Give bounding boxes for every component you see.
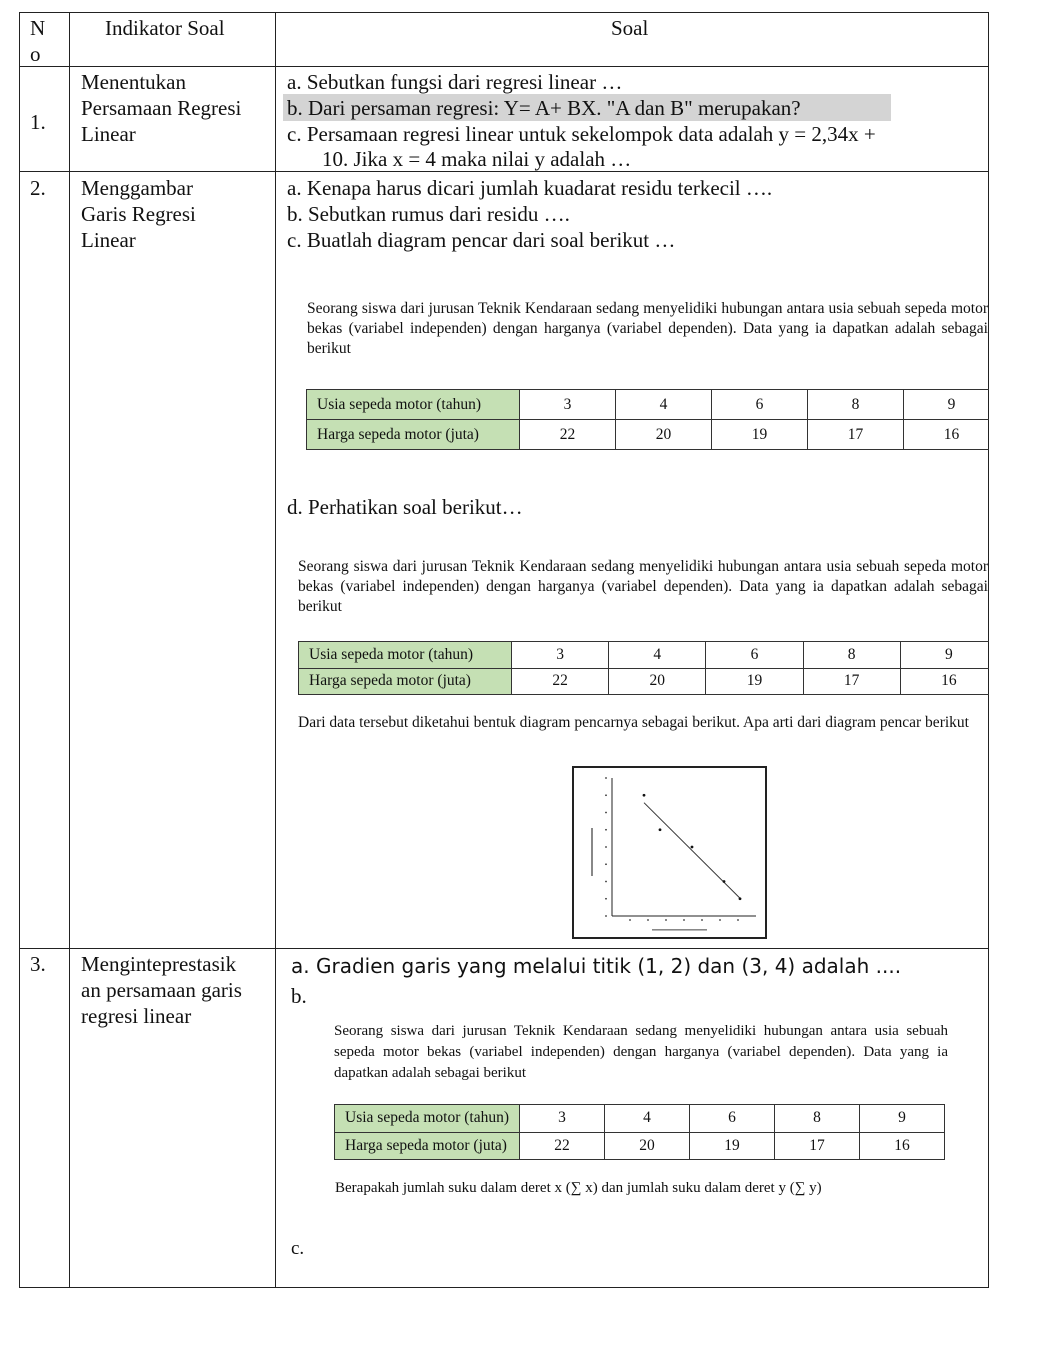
table-cell: 8 [808,390,904,420]
x-tick-mark [683,919,685,921]
y-axis-label-mark [591,828,593,876]
table-cell: 3 [520,390,616,420]
row3-passage: Seorang siswa dari jurusan Teknik Kendaraan sedang menyelidiki hubungan antara usia sebuah sepeda motor bekas (variabel independen) dengan harganya (variabel dependen). Data yang ia dapatkan adalah sebagai berikut [334,1023,948,1081]
row2-item-d: d. Perhatikan soal berikut… [287,495,523,519]
row2-indicator-line3: Linear [81,228,136,252]
scatter-point [739,897,742,900]
header-soal: Soal [611,16,649,40]
table-overflow-mask [989,380,1059,460]
row3-indicator-line3: regresi linear [81,1004,192,1028]
row3-indicator-line1: Menginteprestasik [81,952,237,976]
row1-item-c-cont: 10. Jika x = 4 maka nilai y adalah … [322,147,632,171]
row3-question-b: Berapakah jumlah suku dalam deret x (∑ x) dan jumlah suku dalam deret y (∑ y) [335,1180,822,1196]
table-cell: 16 [900,668,997,695]
y-tick-mark [605,915,607,917]
table-label-harga: Harga sepeda motor (juta) [299,668,512,695]
table-overflow-mask [989,635,1059,705]
scatter-point [643,794,646,797]
scatter-chart [572,766,767,939]
table-cell: 19 [690,1132,775,1160]
scatter-chart-svg [574,768,765,937]
row1-indicator-line2: Persamaan Regresi [81,96,242,120]
table-cell: 6 [712,390,808,420]
table-cell: 3 [512,642,609,669]
table-border-bottom [19,1287,989,1288]
row2-passage-d: Seorang siswa dari jurusan Teknik Kendaraan sedang menyelidiki hubungan antara usia sebuah sepeda motor bekas (variabel independen) dengan harganya (variabel dependen). Data yang ia dapatkan adalah sebagai berikut [298,558,988,615]
row1-indicator-line3: Linear [81,122,136,146]
table-cell: 16 [860,1132,945,1160]
table-cell: 6 [690,1105,775,1133]
table-cell: 6 [706,642,803,669]
table-cell: 22 [520,1132,605,1160]
row2-item-b: b. Sebutkan rumus dari residu …. [287,202,570,226]
table-cell: 22 [512,668,609,695]
table-cell: 9 [860,1105,945,1133]
data-table-3 [334,1104,945,1160]
scatter-point [659,828,662,831]
trendline [644,803,740,899]
table-cell: 19 [712,420,808,450]
data-table-d [298,641,998,695]
table-cell: 8 [775,1105,860,1133]
row2-indicator-line2: Garis Regresi [81,202,196,226]
row2-passage-c: Seorang siswa dari jurusan Teknik Kendaraan sedang menyelidiki hubungan antara usia sebuah sepeda motor bekas (variabel independen) dengan harganya (variabel dependen). Data yang ia dapatkan adalah sebagai berikut [307,300,988,357]
table-label-usia: Usia sepeda motor (tahun) [307,390,520,420]
x-tick-mark [629,919,631,921]
row2-question-d: Dari data tersebut diketahui bentuk diagram pencarnya sebagai berikut. Apa arti dari diagram pencar berikut [298,714,969,731]
table-cell: 17 [775,1132,860,1160]
row3-item-a: a. Gradien garis yang melalui titik (1, 2) dan (3, 4) adalah .... [291,954,902,978]
row3-item-b: b. [291,984,307,1008]
row1-number: 1. [30,110,46,134]
table-border-left [19,12,20,1288]
y-tick-mark [605,863,607,865]
column-divider-2 [275,12,276,1288]
table-cell: 3 [520,1105,605,1133]
y-tick-mark [605,777,607,779]
table-cell: 9 [904,390,1000,420]
row2-number: 2. [30,176,46,200]
row1-item-a: a. Sebutkan fungsi dari regresi linear … [287,70,623,94]
y-tick-mark [605,881,607,883]
table-label-usia: Usia sepeda motor (tahun) [299,642,512,669]
scatter-point [691,846,694,849]
row2-item-c: c. Buatlah diagram pencar dari soal berikut … [287,228,676,252]
x-axis-label-mark [652,929,707,931]
row-divider-header [19,66,989,67]
data-table-c [306,389,1000,450]
table-cell: 20 [609,668,706,695]
table-cell: 19 [706,668,803,695]
table-cell: 9 [900,642,997,669]
row2-indicator-line1: Menggambar [81,176,193,200]
column-divider-1 [69,12,70,1288]
header-no: N [30,16,46,40]
x-tick-mark [701,919,703,921]
table-cell: 20 [616,420,712,450]
table-cell: 17 [808,420,904,450]
x-tick-mark [665,919,667,921]
table-cell: 4 [616,390,712,420]
table-cell: 17 [803,668,900,695]
header-indicator: Indikator Soal [105,16,225,40]
header-no-2: o [30,42,41,66]
row-divider-2 [19,948,989,949]
table-cell: 16 [904,420,1000,450]
row3-item-c: c. [291,1238,305,1259]
x-tick-mark [719,919,721,921]
y-tick-mark [605,898,607,900]
table-cell: 22 [520,420,616,450]
row3-indicator-line2: an persamaan garis [81,978,242,1002]
table-cell: 20 [605,1132,690,1160]
row1-item-b: b. Dari persaman regresi: Y= A+ BX. "A dan B" merupakan? [287,96,801,120]
table-label-usia: Usia sepeda motor (tahun) [335,1105,520,1133]
y-tick-mark [605,812,607,814]
row1-indicator-line1: Menentukan [81,70,186,94]
scatter-point [723,880,726,883]
table-border-top [19,12,989,13]
row2-item-a: a. Kenapa harus dicari jumlah kuadarat residu terkecil …. [287,176,773,200]
table-label-harga: Harga sepeda motor (juta) [307,420,520,450]
table-label-harga: Harga sepeda motor (juta) [335,1132,520,1160]
y-tick-mark [605,846,607,848]
x-tick-mark [647,919,649,921]
x-tick-mark [737,919,739,921]
row1-item-c: c. Persamaan regresi linear untuk sekelompok data adalah y = 2,34x + [287,122,876,146]
table-cell: 8 [803,642,900,669]
table-cell: 4 [605,1105,690,1133]
row3-number: 3. [30,952,46,976]
y-tick-mark [605,794,607,796]
y-tick-mark [605,829,607,831]
table-cell: 4 [609,642,706,669]
